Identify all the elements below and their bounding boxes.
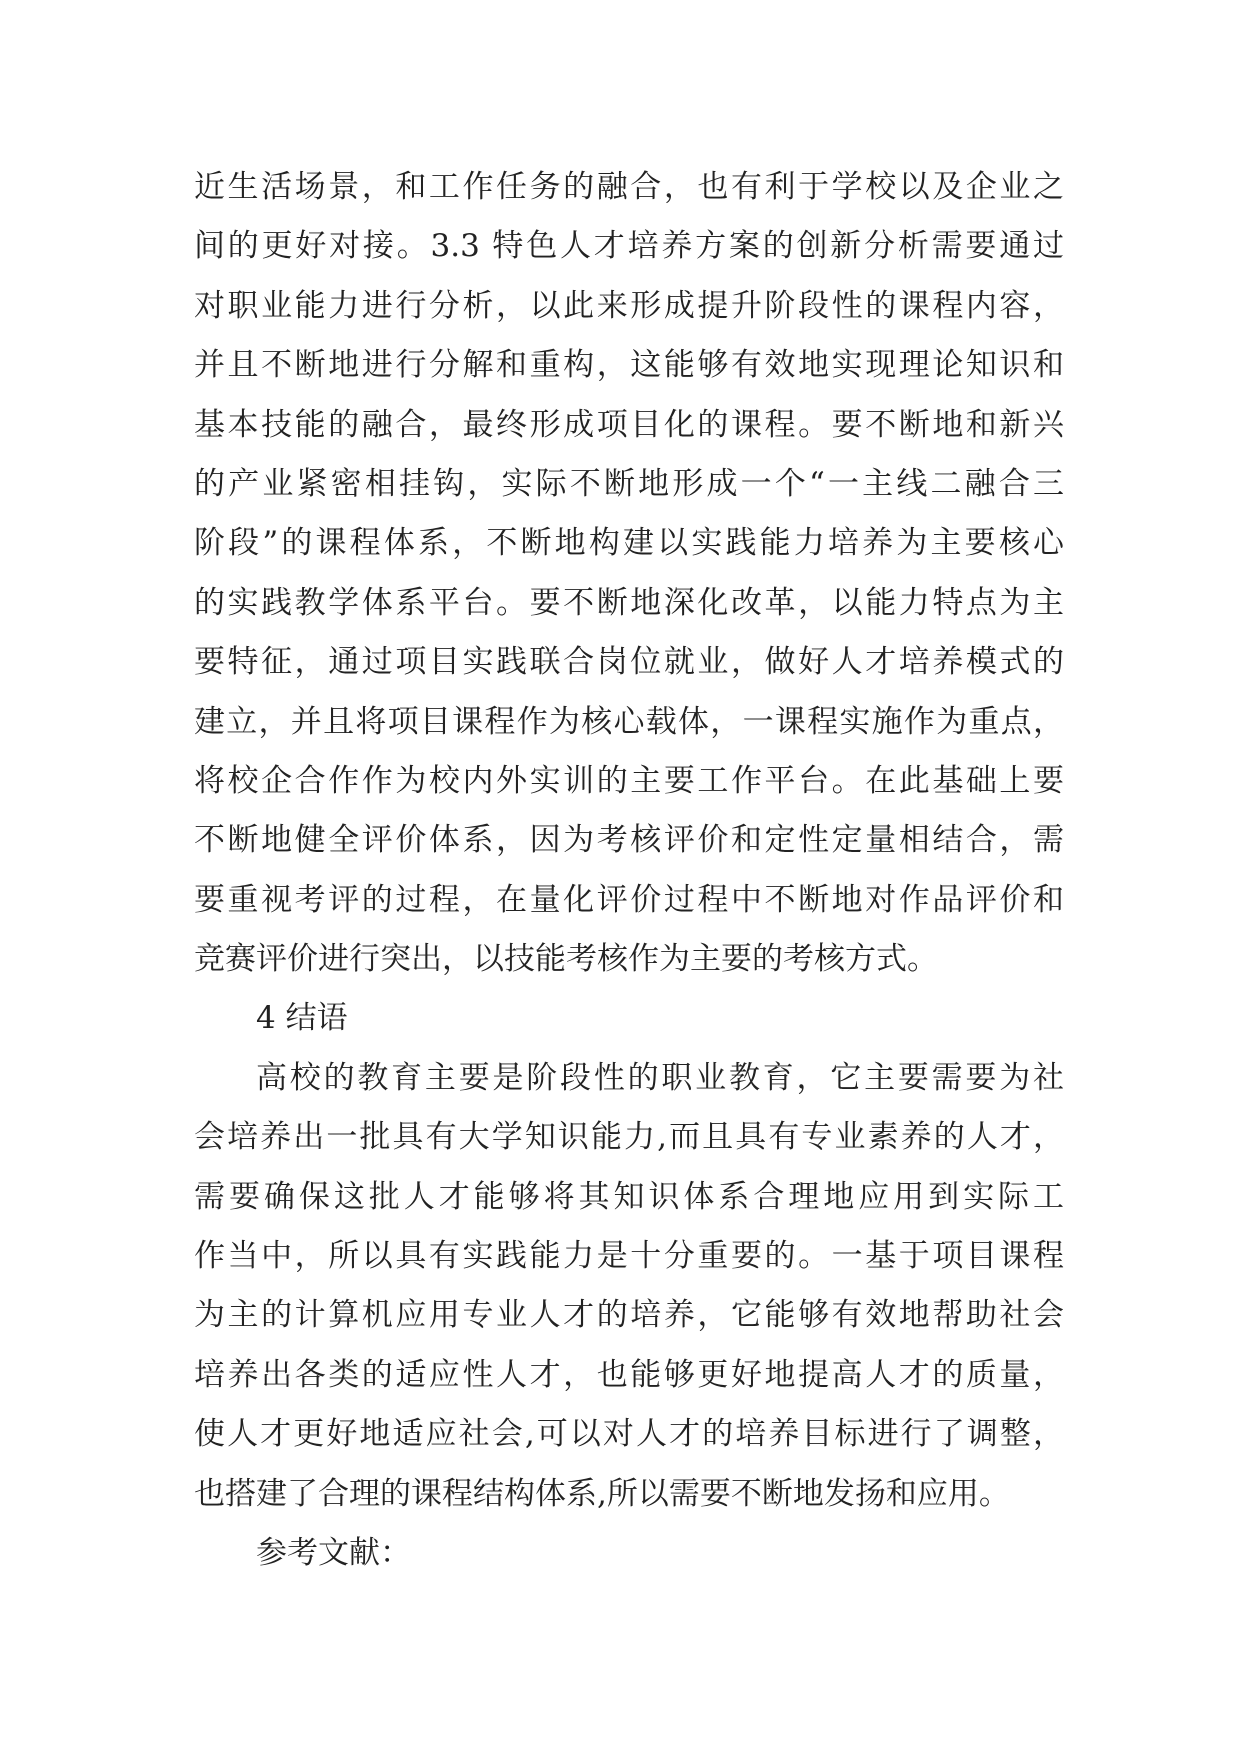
text-line: 的实践教学体系平台。要不断地深化改革，以能力特点为主 [194,584,1064,621]
body-text [194,158,1064,1583]
references-heading: 参考文献： [256,1534,411,1571]
text-line: 会培养出一批具有大学知识能力,而且具有专业素养的人才， [194,1119,1064,1156]
text-line: 要特征，通过项目实践联合岗位就业，做好人才培养模式的 [194,644,1064,681]
text-line: 也搭建了合理的课程结构体系,所以需要不断地发扬和应用。 [194,1475,1010,1512]
text-line: 对职业能力进行分析，以此来形成提升阶段性的课程内容， [194,287,1064,324]
text-line: 并且不断地进行分解和重构，这能够有效地实现理论知识和 [194,347,1064,384]
text-line: 高校的教育主要是阶段性的职业教育，它主要需要为社 [256,1059,1064,1096]
section-heading: 4 结语 [256,1000,348,1037]
text-line: 间的更好对接。3.3 特色人才培养方案的创新分析需要通过 [194,228,1064,265]
text-line: 的产业紧密相挂钩，实际不断地形成一个“一主线二融合三 [194,465,1064,502]
text-line: 将校企合作作为校内外实训的主要工作平台。在此基础上要 [194,762,1064,799]
text-line: 为主的计算机应用专业人才的培养，它能够有效地帮助社会 [194,1297,1064,1334]
text-line: 竞赛评价进行突出，以技能考核作为主要的考核方式。 [194,941,938,978]
text-line: 作当中，所以具有实践能力是十分重要的。一基于项目课程 [194,1238,1064,1275]
text-line: 基本技能的融合，最终形成项目化的课程。要不断地和新兴 [194,406,1064,443]
text-line: 培养出各类的适应性人才，也能够更好地提高人才的质量， [194,1356,1064,1393]
text-line: 要重视考评的过程，在量化评价过程中不断地对作品评价和 [194,881,1064,918]
text-line: 需要确保这批人才能够将其知识体系合理地应用到实际工 [194,1178,1064,1215]
text-line: 阶段”的课程体系，不断地构建以实践能力培养为主要核心 [194,525,1064,562]
text-line: 使人才更好地适应社会,可以对人才的培养目标进行了调整， [194,1416,1064,1453]
text-line: 建立，并且将项目课程作为核心载体，一课程实施作为重点， [194,703,1064,740]
text-line: 近生活场景，和工作任务的融合，也有利于学校以及企业之 [194,169,1064,205]
text-line: 不断地健全评价体系，因为考核评价和定性定量相结合，需 [194,822,1064,859]
